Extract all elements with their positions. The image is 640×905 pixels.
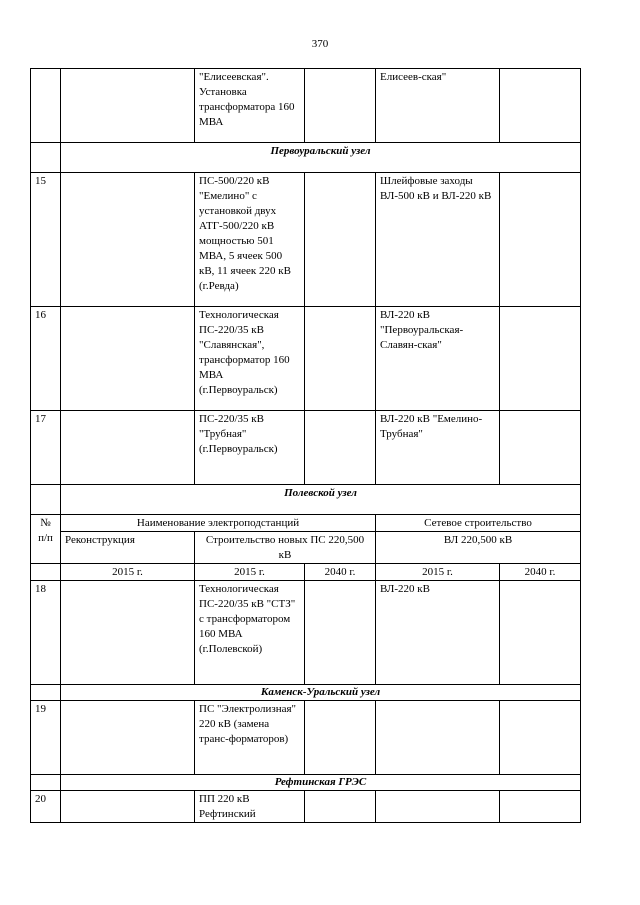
column-header-number: № п/п [31,515,61,564]
vl-2015-cell [376,791,500,823]
table-row [31,69,581,143]
page-number: 370 [311,38,329,50]
reconstruction-cell [61,307,195,411]
new-substation-2040-cell [305,581,376,685]
table-row [31,581,581,685]
section-row [31,485,581,515]
vl-2040-cell [500,307,581,411]
column-header-year: 2040 г. [500,564,581,581]
column-header-reconstruction: Реконструкция [61,532,195,564]
column-header-network: Сетевое строительство [376,515,581,532]
new-substation-2040-cell [305,411,376,485]
column-header-new-construction: Строительство новых ПС 220,500 кВ [195,532,376,564]
header-row [31,532,581,564]
section-row [31,143,581,173]
vl-2015-cell: Шлейфовые заходы ВЛ-500 кВ и ВЛ-220 кВ [376,173,500,307]
header-row [31,564,581,581]
row-number: 15 [31,173,61,307]
section-title-kamensk: Каменск-Уральский узел [61,685,581,701]
reconstruction-cell [61,581,195,685]
vl-2040-cell [500,173,581,307]
table-row [31,307,581,411]
new-substation-2015-cell: Технологическая ПС-220/35 кВ "Славянская", трансформатор 160 МВА (г.Первоуральск) [195,307,305,411]
new-substation-2040-cell [305,69,376,143]
section-title-reftinskaya: Рефтинская ГРЭС [61,775,581,791]
row-number: 19 [31,701,61,775]
reconstruction-cell [61,173,195,307]
section-row [31,775,581,791]
new-substation-2040-cell [305,791,376,823]
new-substation-2040-cell [305,701,376,775]
reconstruction-cell [61,411,195,485]
row-number: 18 [31,581,61,685]
header-row [31,515,581,532]
new-substation-2015-cell: ПС-220/35 кВ "Трубная" (г.Первоуральск) [195,411,305,485]
table-row [31,791,581,823]
vl-2040-cell [500,791,581,823]
row-number: 20 [31,791,61,823]
table-row [31,701,581,775]
column-header-year: 2040 г. [305,564,376,581]
new-substation-2015-cell: ПС "Электролизная" 220 кВ (замена транс-форматоров) [195,701,305,775]
column-header-substations: Наименование электроподстанций [61,515,376,532]
vl-2040-cell [500,69,581,143]
column-header-year: 2015 г. [61,564,195,581]
section-title-pervouralsk: Первоуральский узел [61,143,581,173]
reconstruction-cell [61,69,195,143]
table-row [31,411,581,485]
reconstruction-cell [61,791,195,823]
vl-2015-cell: ВЛ-220 кВ "Первоуральская-Славян-ская" [376,307,500,411]
substations-table [30,68,581,823]
row-number: 17 [31,411,61,485]
vl-2040-cell [500,411,581,485]
new-substation-2015-cell: "Елисеевская". Установка трансформатора 160 МВА [195,69,305,143]
new-substation-2040-cell [305,173,376,307]
reconstruction-cell [61,701,195,775]
vl-2015-cell [376,701,500,775]
new-substation-2040-cell [305,307,376,411]
row-number: 16 [31,307,61,411]
vl-2015-cell: ВЛ-220 кВ [376,581,500,685]
vl-2015-cell: ВЛ-220 кВ "Емелино-Трубная" [376,411,500,485]
new-substation-2015-cell: ПС-500/220 кВ "Емелино" с установкой двух АТГ-500/220 кВ мощностью 501 МВА, 5 ячеек 500 кВ, 11 ячеек 220 кВ (г.Ревда) [195,173,305,307]
table-row [31,173,581,307]
column-header-vl: ВЛ 220,500 кВ [376,532,581,564]
row-number [31,69,61,143]
vl-2040-cell [500,701,581,775]
section-row [31,685,581,701]
new-substation-2015-cell: Технологическая ПС-220/35 кВ "СТЗ" с трансформатором 160 МВА (г.Полевской) [195,581,305,685]
column-header-year: 2015 г. [195,564,305,581]
new-substation-2015-cell: ПП 220 кВ Рефтинский [195,791,305,823]
vl-2015-cell: Елисеев-ская" [376,69,500,143]
vl-2040-cell [500,581,581,685]
section-title-polevskoy: Полевской узел [61,485,581,515]
column-header-year: 2015 г. [376,564,500,581]
